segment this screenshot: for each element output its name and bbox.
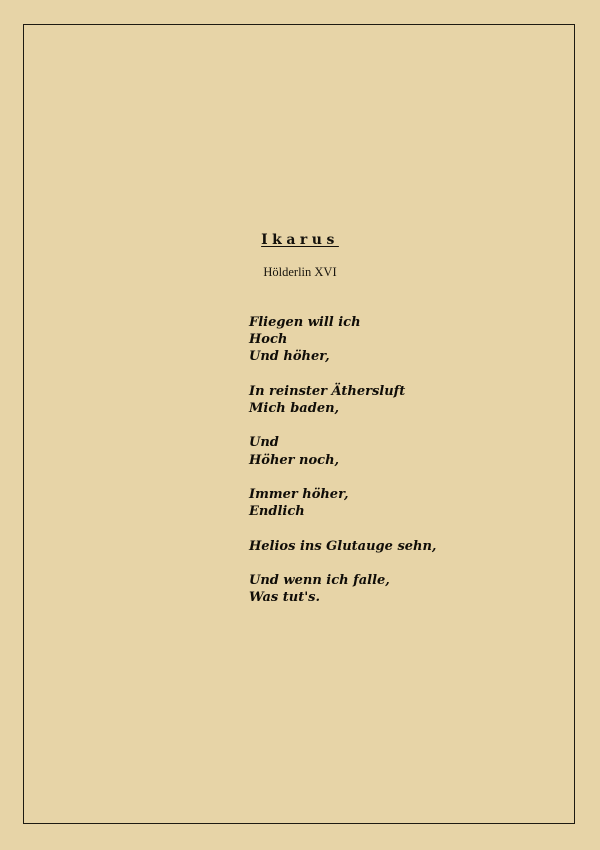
stanza bbox=[249, 434, 436, 468]
poem-title: Ikarus bbox=[261, 232, 339, 248]
poem-line: Mich baden, bbox=[249, 401, 340, 416]
stanza bbox=[249, 572, 436, 606]
stanza bbox=[249, 538, 436, 555]
stanza bbox=[249, 314, 436, 366]
stanza bbox=[249, 486, 436, 520]
poem-line: Und bbox=[249, 435, 279, 451]
poem-line: Immer höher, bbox=[249, 486, 349, 502]
poem-line: Endlich bbox=[249, 504, 305, 520]
poem-line: In reinster Äthersluft bbox=[249, 383, 406, 399]
poem-line: Was tut's. bbox=[249, 590, 321, 606]
poem-line: Und wenn ich falle, bbox=[249, 572, 390, 588]
poem-line: Und höher, bbox=[249, 349, 330, 365]
poem-line: Helios ins Glutauge sehn, bbox=[249, 538, 437, 554]
poem-subtitle: Hölderlin XVI bbox=[263, 265, 337, 279]
poem-line: Fliegen will ich bbox=[249, 315, 361, 330]
poem-body bbox=[249, 314, 436, 624]
stanza bbox=[249, 383, 436, 417]
poem-line: Hoch bbox=[249, 332, 288, 348]
poem-line: Höher noch, bbox=[249, 452, 340, 468]
